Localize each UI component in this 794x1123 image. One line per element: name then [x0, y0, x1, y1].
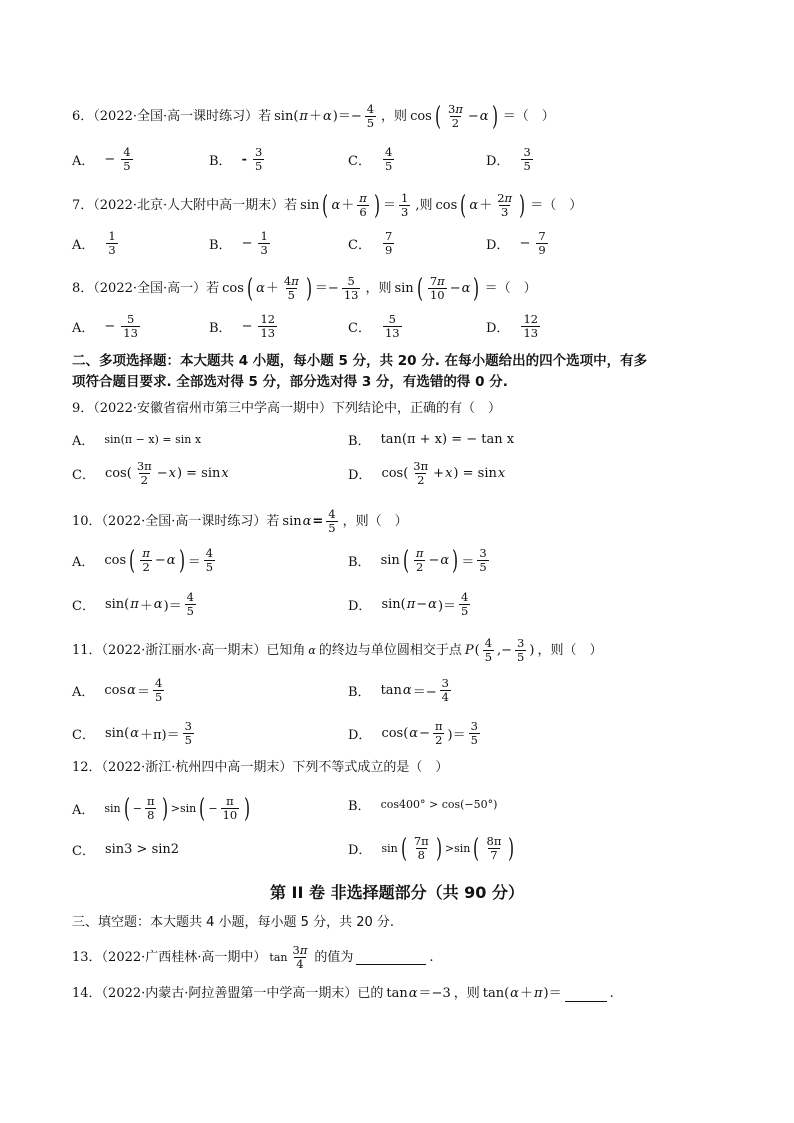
question-12: 12．（2022·浙江·杭州四中高一期末）下列不等式成立的是（ ） — [72, 760, 449, 775]
q9-option-d[interactable]: D． cos( $\frac{3\pi}{2}$ + x ) = sin x — [348, 459, 506, 487]
q8-option-b[interactable]: B． − $\frac{12}{13}$ — [209, 312, 276, 340]
q8-target: sin ( $\frac{7\pi}{10}$ − α ) — [394, 273, 480, 304]
question-6 — [72, 103, 555, 130]
q10-option-a[interactable]: A． cos ( $\frac{\pi}{2}$ − α ) ＝ $\frac{4}{5}$ — [72, 545, 214, 576]
q6-option-c[interactable]: C． $\frac{4}{5}$ — [348, 145, 393, 173]
question-13: 13．（2022·广西桂林·高一期中） tan $\frac{3\pi}{4}$ 的值为 . — [72, 943, 434, 971]
q14-condition: tan α ＝−3 — [386, 986, 451, 1001]
q10-option-b[interactable]: B． sin ( $\frac{\pi}{2}$ − α ) ＝ $\frac{3}{5}$ — [348, 545, 487, 576]
q9-option-c[interactable]: C． cos( $\frac{3\pi}{2}$ − x ) = sin x — [72, 459, 229, 487]
q6-option-d[interactable]: D． $\frac{3}{5}$ — [486, 145, 531, 173]
q8-option-d[interactable]: D． $\frac{12}{13}$ — [486, 312, 539, 340]
q8-option-a[interactable]: A． − $\frac{5}{13}$ — [72, 312, 138, 340]
q10-option-c[interactable]: C． sin( π ＋ α )＝ $\frac{4}{5}$ — [72, 590, 194, 618]
q6-mid: ，则 — [381, 108, 408, 124]
q11-option-c[interactable]: C． sin( α ＋π)＝ $\frac{3}{5}$ — [72, 719, 192, 747]
q14-answer-blank[interactable] — [565, 987, 607, 1002]
section-3-heading: 三、填空题：本大题共 4 小题，每小题 5 分，共 20 分. — [72, 915, 395, 930]
q12-option-c[interactable]: C． sin3 > sin2 — [72, 842, 180, 859]
q7-option-b[interactable]: B． − $\frac{1}{3}$ — [209, 229, 268, 257]
q6-prefix: 6．（2022·全国·高一课时练习）若 — [72, 108, 272, 124]
q7-mid: ,则 — [415, 197, 433, 213]
q7-end: ＝（ ） — [530, 197, 583, 213]
question-7 — [72, 192, 582, 219]
q8-mid: ，则 — [365, 280, 392, 296]
q11-option-a[interactable]: A． cos α ＝ $\frac{4}{5}$ — [72, 676, 163, 704]
q7-option-a[interactable]: A． $\frac{1}{3}$ — [72, 229, 116, 257]
q14-prefix: 14．（2022·内蒙古·阿拉善盟第一中学高一期末）已的 — [72, 986, 384, 1001]
question-10 — [72, 508, 408, 535]
question-9: 9．（2022·安徽省宿州市第三中学高一期中）下列结论中，正确的有（ ） — [72, 401, 501, 416]
q11-mid: 的终边与单位圆相交于点 — [318, 642, 462, 658]
q11-prefix: 11．（2022·浙江丽水·高一期末）已知角 — [72, 642, 306, 658]
question-11 — [72, 637, 602, 664]
q12-option-d[interactable]: D． sin ( $\frac{7\pi}{8}$ ) >sin ( $\frac{8\pi}{7}$ ) — [348, 833, 515, 864]
q11-option-d[interactable]: D． cos( α − $\frac{\pi}{2}$ )＝ $\frac{3}{5}$ — [348, 719, 478, 747]
q7-prefix: 7．（2022·北京·人大附中高一期末）若 — [72, 197, 298, 213]
q7-option-c[interactable]: C． $\frac{7}{9}$ — [348, 229, 393, 257]
section-2-heading-line1: 二、多项选择题：本大题共 4 小题，每小题 5 分，共 20 分. 在每小题给出的四个选项中，有多 — [72, 353, 648, 369]
question-14: 14．（2022·内蒙古·阿拉善盟第一中学高一期末）已的 tan α ＝−3 ，则 tan( α ＋ π )＝ . — [72, 986, 614, 1001]
section-2-heading-line2: 项符合题目要求. 全部选对得 5 分，部分选对得 3 分，有选错的得 0 分. — [72, 374, 508, 390]
q6-option-b[interactable]: B． - $\frac{3}{5}$ — [209, 145, 263, 173]
q10-end: ，则（ ） — [342, 513, 408, 529]
q13-expression: tan $\frac{3\pi}{4}$ — [269, 943, 308, 971]
q9-option-b[interactable]: B． tan(π + x) = − tan x — [348, 432, 515, 449]
q12-option-b[interactable]: B． cos400° > cos(−50°) — [348, 798, 498, 814]
q9-option-a[interactable]: A． sin(π − x) = sin x — [72, 433, 202, 449]
q13-answer-blank[interactable] — [356, 950, 426, 965]
part-2-title: 第 II 卷 非选择题部分（共 90 分） — [269, 883, 525, 902]
q14-mid: ，则 — [453, 986, 480, 1001]
q8-condition: cos ( α ＋ $\frac{4\pi}{5}$ ) ＝− $\frac{5}{13}$ — [222, 273, 359, 304]
q11-option-b[interactable]: B． tan α ＝− $\frac{3}{4}$ — [348, 676, 449, 704]
q11-alpha: α — [308, 643, 316, 657]
q7-target: cos ( α ＋ $\frac{2\pi}{3}$ ) — [435, 190, 526, 221]
q12-option-a[interactable]: A． sin ( − $\frac{\pi}{8}$ ) >sin ( − $\frac{\pi}{10}$ ) — [72, 793, 251, 824]
q11-point: P ( $\frac{4}{5}$ ,− $\frac{3}{5}$ ) — [464, 636, 535, 664]
q10-condition: sin α = $\frac{4}{5}$ — [282, 507, 336, 535]
q13-prefix: 13．（2022·广西桂林·高一期中） — [72, 949, 267, 965]
q10-option-d[interactable]: D． sin( π − α )＝ $\frac{4}{5}$ — [348, 590, 469, 618]
q10-prefix: 10．（2022·全国·高一课时练习）若 — [72, 513, 280, 529]
q8-end: ＝（ ） — [484, 280, 537, 296]
q6-option-a[interactable]: A． − $\frac{4}{5}$ — [72, 145, 131, 173]
q11-end: ，则（ ） — [537, 642, 603, 658]
q7-condition: sin ( α ＋ $\frac{\pi}{6}$ ) ＝ $\frac{1}{3}$ — [300, 190, 409, 221]
q13-end: 的值为 — [314, 949, 354, 965]
q8-option-c[interactable]: C． $\frac{5}{13}$ — [348, 312, 400, 340]
q6-condition: sin( π ＋ α )＝− $\frac{4}{5}$ — [274, 102, 375, 130]
q7-option-d[interactable]: D． − $\frac{7}{9}$ — [486, 229, 546, 257]
q14-target: tan( α ＋ π )＝ — [482, 986, 562, 1001]
q6-end: ＝（ ） — [502, 108, 555, 124]
q6-target: cos ( $\frac{3\pi}{2}$ − α ) — [410, 101, 498, 132]
question-8 — [72, 275, 537, 302]
q8-prefix: 8．（2022·全国·高一）若 — [72, 280, 220, 296]
